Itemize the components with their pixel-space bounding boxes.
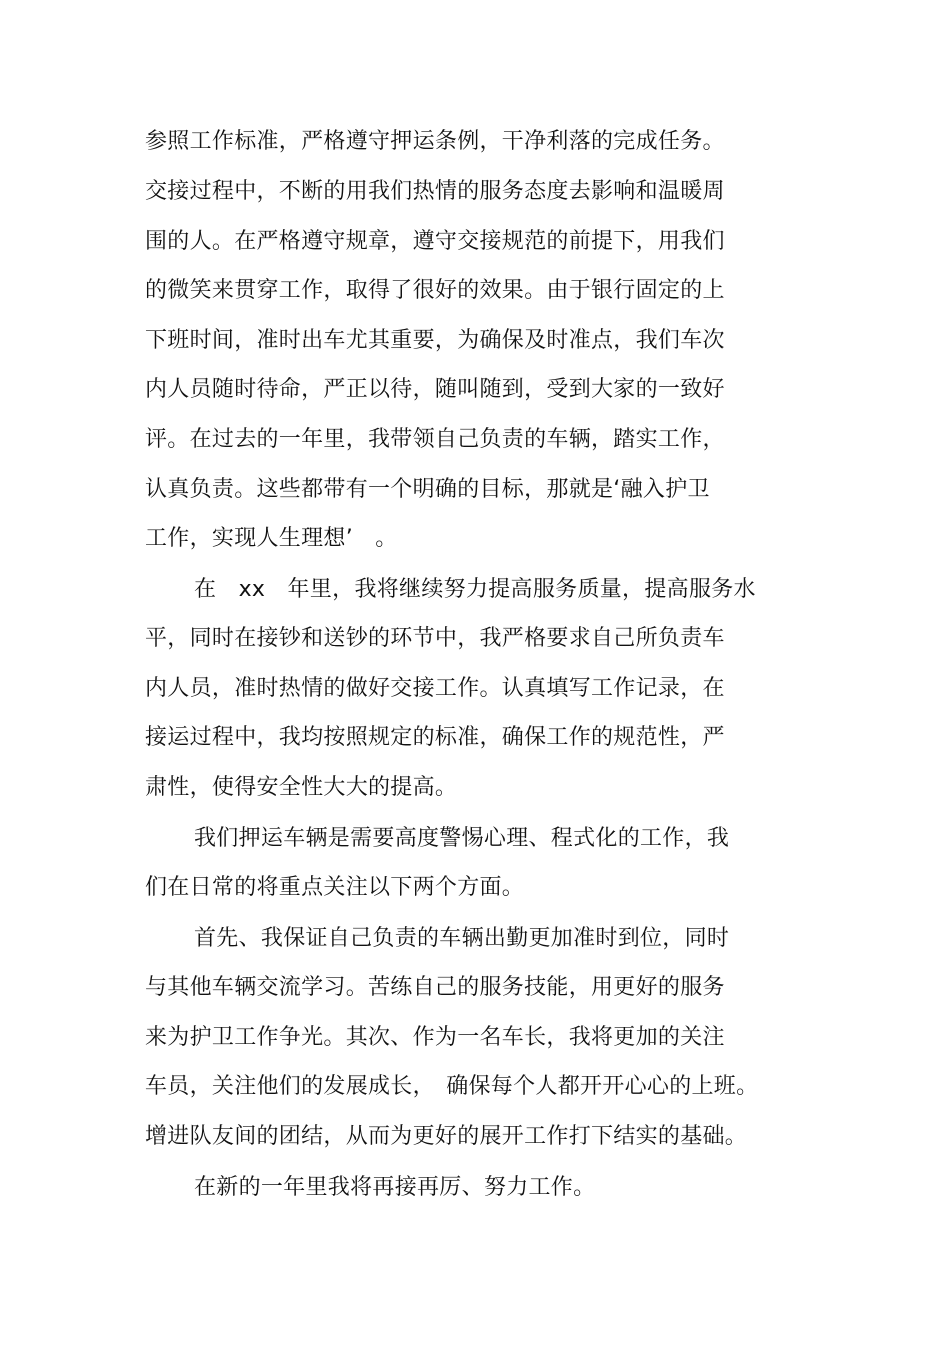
text-line: 评。在过去的一年里，我带领自己负责的车辆，踏实工作， (145, 427, 725, 452)
text-line: 们在日常的将重点关注以下两个方面。 (145, 875, 525, 900)
text-line: 车员，关注他们的发展成长， 确保每个人都开开心心的上班。 (145, 1074, 759, 1099)
text-line: 内人员随时待命，严正以待，随叫随到，受到大家的一致好 (145, 377, 725, 402)
text-line: 认真负责。这些都带有一个明确的目标，那就是‘融入护卫 (145, 477, 710, 502)
text-line: 内人员，准时热情的做好交接工作。认真填写工作记录，在 (145, 676, 725, 701)
paragraph-first-line: 我们押运车辆是需要高度警惕心理、程式化的工作，我 (194, 826, 730, 851)
text-line: 接运过程中，我均按照规定的标准，确保工作的规范性，严 (145, 725, 725, 750)
paragraph-first-line: 在新的一年里我将再接再厉、努力工作。 (194, 1175, 596, 1200)
text-line: 参照工作标准，严格遵守押运条例，干净利落的完成任务。 (145, 129, 725, 154)
text-line: 来为护卫工作争光。其次、作为一名车长，我将更加的关注 (145, 1025, 725, 1050)
text-line: 交接过程中，不断的用我们热情的服务态度去影响和温暖周 (145, 179, 725, 204)
text-line: 下班时间，准时出车尤其重要，为确保及时准点，我们车次 (145, 328, 725, 353)
text-line: 与其他车辆交流学习。苦练自己的服务技能，用更好的服务 (145, 975, 725, 1000)
text-line: 围的人。在严格遵守规章，遵守交接规范的前提下，用我们 (145, 229, 725, 254)
text-line: 工作，实现人生理想’ 。 (145, 526, 398, 551)
text-line: 增进队友间的团结，从而为更好的展开工作打下结实的基础。 (145, 1124, 748, 1149)
paragraph-first-line: 首先、我保证自己负责的车辆出勤更加准时到位，同时 (194, 926, 730, 951)
text-line: 的微笑来贯穿工作，取得了很好的效果。由于银行固定的上 (145, 278, 725, 303)
paragraph-first-line: 在 xx 年里，我将继续努力提高服务质量，提高服务水 (194, 577, 756, 602)
text-line: 肃性，使得安全性大大的提高。 (145, 775, 458, 800)
text-line: 平，同时在接钞和送钞的环节中，我严格要求自己所负责车 (145, 626, 725, 651)
